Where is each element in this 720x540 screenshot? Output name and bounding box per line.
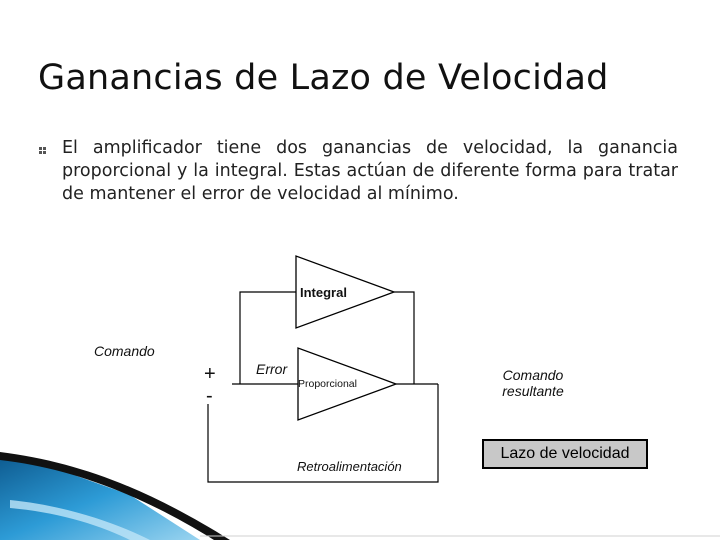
page-title: Ganancias de Lazo de Velocidad bbox=[38, 58, 609, 98]
plus-sign: + bbox=[204, 363, 216, 385]
retroalimentacion-label: Retroalimentación bbox=[297, 459, 402, 474]
lazo-de-velocidad-box: Lazo de velocidad bbox=[482, 439, 648, 469]
proporcional-label: Proporcional bbox=[298, 378, 357, 390]
minus-sign: - bbox=[206, 385, 213, 407]
intro-paragraph: El amplificador tiene dos ganancias de velocidad, la ganancia proporcional y la integral. Estas actúan de diferente forma para tratar de mantener el error de velocidad al mínimo. bbox=[62, 138, 678, 204]
integral-label: Integral bbox=[300, 285, 347, 300]
comando-label: Comando bbox=[94, 343, 155, 359]
integral-output-line bbox=[394, 292, 414, 384]
comando-resultante-label bbox=[492, 367, 574, 399]
error-label: Error bbox=[256, 361, 288, 377]
comando-resultante-line1: Comando bbox=[502, 367, 564, 383]
comando-resultante-line2: resultante bbox=[502, 383, 564, 399]
